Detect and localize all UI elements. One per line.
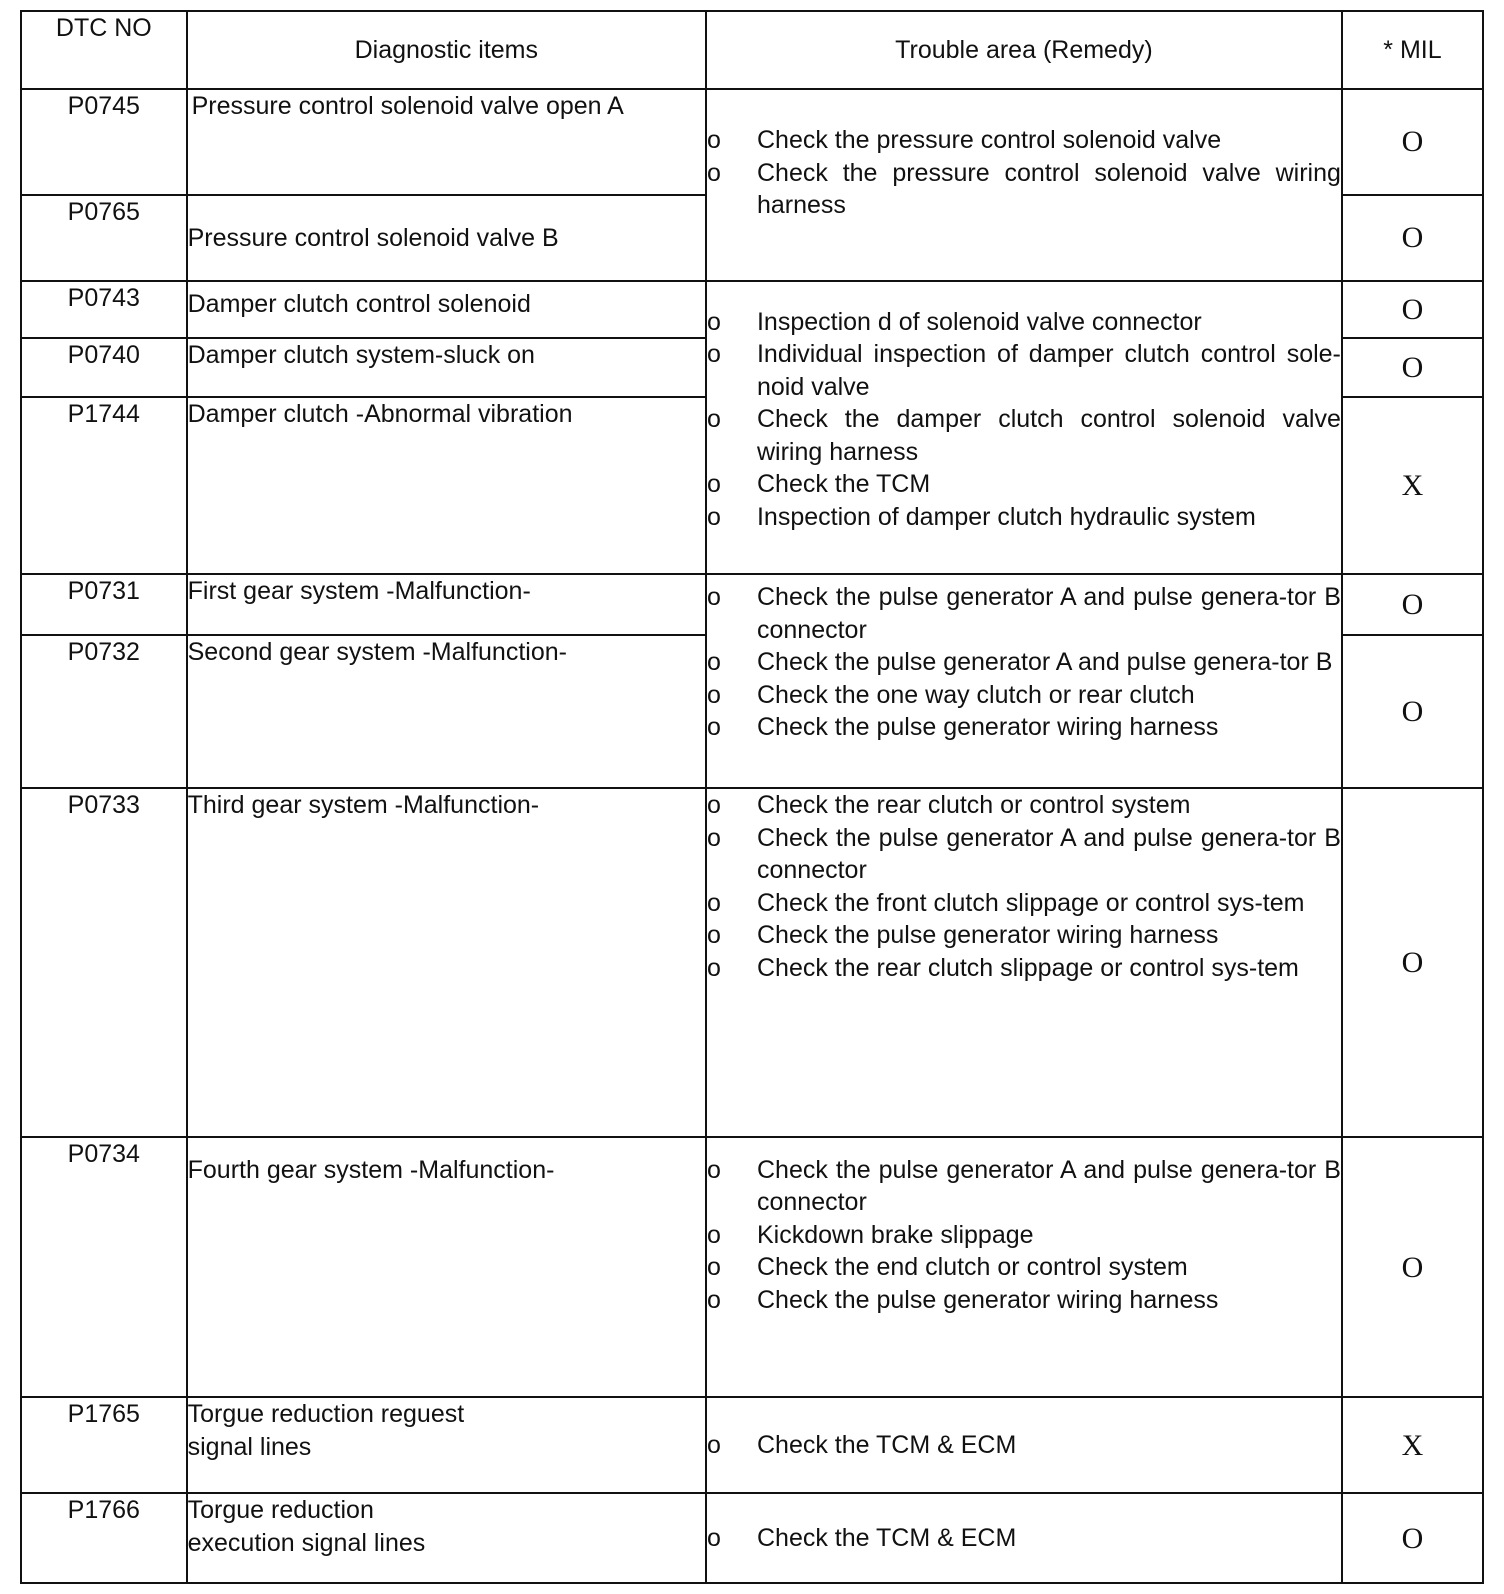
bullet-marker: o xyxy=(706,888,721,917)
remedy-item xyxy=(707,157,1341,222)
bullet-marker: o xyxy=(706,307,721,336)
mil-status: O xyxy=(1342,788,1483,1137)
table-row xyxy=(21,1493,1483,1583)
remedy-text: Check the pulse generator wiring harness xyxy=(756,713,1219,742)
remedy-list xyxy=(707,581,1341,744)
remedy-item xyxy=(707,338,1341,403)
mil-status: X xyxy=(1342,397,1483,574)
table-row xyxy=(21,788,1483,1137)
remedy-text: Check the pulse generator A and pulse genera-tor B connector xyxy=(756,1155,1341,1217)
dtc-code: P0740 xyxy=(21,338,187,397)
remedy-list xyxy=(707,1154,1341,1317)
bullet-marker: o xyxy=(706,921,721,950)
remedy-item xyxy=(707,1251,1341,1284)
dtc-code: P0745 xyxy=(21,89,187,195)
header-dtc-no: DTC NO xyxy=(21,11,187,89)
bullet-marker: o xyxy=(706,1523,721,1552)
bullet-marker: o xyxy=(706,1155,721,1184)
remedy-item xyxy=(707,581,1341,646)
remedy-item xyxy=(707,919,1341,952)
bullet-marker: o xyxy=(706,953,721,982)
remedy-item xyxy=(707,1522,1341,1555)
remedy-item xyxy=(707,1154,1341,1219)
trouble-area xyxy=(706,1137,1342,1398)
trouble-area xyxy=(706,89,1342,281)
bullet-marker: o xyxy=(706,713,721,742)
dtc-code: P0743 xyxy=(21,281,187,338)
header-row xyxy=(21,11,1483,89)
trouble-area xyxy=(706,281,1342,574)
remedy-list xyxy=(707,1522,1341,1555)
bullet-marker: o xyxy=(706,583,721,612)
remedy-text: Check the pulse generator wiring harness xyxy=(756,921,1219,950)
diagnostic-item: Pressure control solenoid valve B xyxy=(187,195,706,281)
bullet-marker: o xyxy=(706,1253,721,1282)
dtc-code: P0734 xyxy=(21,1137,187,1398)
bullet-marker: o xyxy=(706,470,721,499)
bullet-marker: o xyxy=(706,340,721,369)
mil-status: O xyxy=(1342,338,1483,397)
trouble-area xyxy=(706,1397,1342,1493)
header-diagnostic-items: Diagnostic items xyxy=(187,11,706,89)
bullet-marker: o xyxy=(706,791,721,820)
remedy-item xyxy=(707,646,1341,679)
remedy-text: Check the end clutch or control system xyxy=(756,1253,1188,1282)
bullet-marker: o xyxy=(706,405,721,434)
bullet-marker: o xyxy=(706,823,721,852)
remedy-item xyxy=(707,711,1341,744)
remedy-text: Check the TCM & ECM xyxy=(756,1523,1017,1552)
bullet-marker: o xyxy=(706,126,721,154)
mil-status: O xyxy=(1342,635,1483,788)
dtc-code: P0732 xyxy=(21,635,187,788)
diagnostic-item: Third gear system -Malfunction- xyxy=(187,788,706,1137)
table-row xyxy=(21,1397,1483,1493)
diagnostic-item: Damper clutch control solenoid xyxy=(187,281,706,338)
dtc-code: P1744 xyxy=(21,397,187,574)
bullet-marker: o xyxy=(706,158,721,187)
mil-status: O xyxy=(1342,1493,1483,1583)
remedy-list xyxy=(707,1429,1341,1462)
remedy-text: Check the pulse generator wiring harness xyxy=(756,1285,1219,1314)
remedy-item xyxy=(707,952,1341,985)
diagnostic-item: Pressure control solenoid valve open A xyxy=(187,89,706,195)
bullet-marker: o xyxy=(706,1431,721,1460)
remedy-text: Check the rear clutch or control system xyxy=(756,791,1191,820)
table-row xyxy=(21,89,1483,195)
remedy-list xyxy=(707,306,1341,534)
remedy-item xyxy=(707,887,1341,920)
remedy-text: Check the pulse generator A and pulse genera-tor B connector xyxy=(756,823,1341,885)
dtc-code: P0731 xyxy=(21,574,187,635)
remedy-item xyxy=(707,124,1341,157)
diagnostic-item-line: Torgue reduction xyxy=(187,1496,374,1525)
remedy-item xyxy=(707,1219,1341,1252)
diagnostic-item xyxy=(187,1493,706,1583)
remedy-item xyxy=(707,403,1341,468)
table-row xyxy=(21,281,1483,338)
mil-status: X xyxy=(1342,1397,1483,1493)
diagnostic-item xyxy=(187,1397,706,1493)
remedy-item xyxy=(707,306,1341,339)
remedy-text: Check the pressure control solenoid valve wiring harness xyxy=(756,158,1341,219)
header-trouble-area: Trouble area (Remedy) xyxy=(706,11,1342,89)
trouble-area xyxy=(706,1493,1342,1583)
diagnostic-item-line: execution signal lines xyxy=(187,1528,426,1557)
diagnostic-item: Damper clutch system-sluck on xyxy=(187,338,706,397)
diagnostic-item: Damper clutch -Abnormal vibration xyxy=(187,397,706,574)
dtc-code: P1766 xyxy=(21,1493,187,1583)
remedy-text: Check the front clutch slippage or control sys-tem xyxy=(756,888,1305,917)
remedy-list xyxy=(707,789,1341,984)
remedy-item xyxy=(707,789,1341,822)
mil-status: O xyxy=(1342,281,1483,338)
remedy-list xyxy=(707,124,1341,222)
diagnostic-item: Fourth gear system -Malfunction- xyxy=(187,1137,706,1398)
mil-status: O xyxy=(1342,574,1483,635)
remedy-item xyxy=(707,679,1341,712)
remedy-text: Individual inspection of damper clutch control sole-noid valve xyxy=(756,340,1341,401)
diagnostic-item: First gear system -Malfunction- xyxy=(187,574,706,635)
diagnostic-item-line: Torgue reduction reguest xyxy=(187,1400,465,1429)
remedy-item xyxy=(707,1284,1341,1317)
trouble-area xyxy=(706,574,1342,788)
trouble-area xyxy=(706,788,1342,1137)
remedy-text: Kickdown brake slippage xyxy=(756,1220,1034,1249)
table-row xyxy=(21,1137,1483,1398)
remedy-item xyxy=(707,822,1341,887)
remedy-text: Check the rear clutch slippage or control sys-tem xyxy=(756,953,1299,982)
remedy-text: Inspection of damper clutch hydraulic system xyxy=(756,502,1256,531)
bullet-marker: o xyxy=(706,502,721,531)
remedy-text: Check the TCM & ECM xyxy=(756,1431,1017,1460)
remedy-item xyxy=(707,501,1341,534)
remedy-text: Check the TCM xyxy=(756,470,931,499)
remedy-text: Check the pulse generator A and pulse genera-tor B xyxy=(756,648,1333,677)
remedy-text: Check the pressure control solenoid valve xyxy=(756,126,1222,154)
remedy-item xyxy=(707,1429,1341,1462)
remedy-text: Check the pulse generator A and pulse genera-tor B connector xyxy=(756,583,1341,644)
remedy-text: Check the damper clutch control solenoid valve wiring harness xyxy=(756,405,1341,466)
bullet-marker: o xyxy=(706,648,721,677)
remedy-text: Inspection d of solenoid valve connector xyxy=(756,307,1202,336)
mil-status: O xyxy=(1342,195,1483,281)
diagnostic-item-line: signal lines xyxy=(187,1432,312,1461)
dtc-code: P1765 xyxy=(21,1397,187,1493)
dtc-code: P0765 xyxy=(21,195,187,281)
dtc-code: P0733 xyxy=(21,788,187,1137)
mil-status: O xyxy=(1342,1137,1483,1398)
bullet-marker: o xyxy=(706,1285,721,1314)
mil-status: O xyxy=(1342,89,1483,195)
diagnostic-item: Second gear system -Malfunction- xyxy=(187,635,706,788)
table-row xyxy=(21,574,1483,635)
remedy-item xyxy=(707,468,1341,501)
header-mil: * MIL xyxy=(1342,11,1483,89)
bullet-marker: o xyxy=(706,680,721,709)
bullet-marker: o xyxy=(706,1220,721,1249)
dtc-table xyxy=(20,10,1484,1584)
remedy-text: Check the one way clutch or rear clutch xyxy=(756,680,1195,709)
